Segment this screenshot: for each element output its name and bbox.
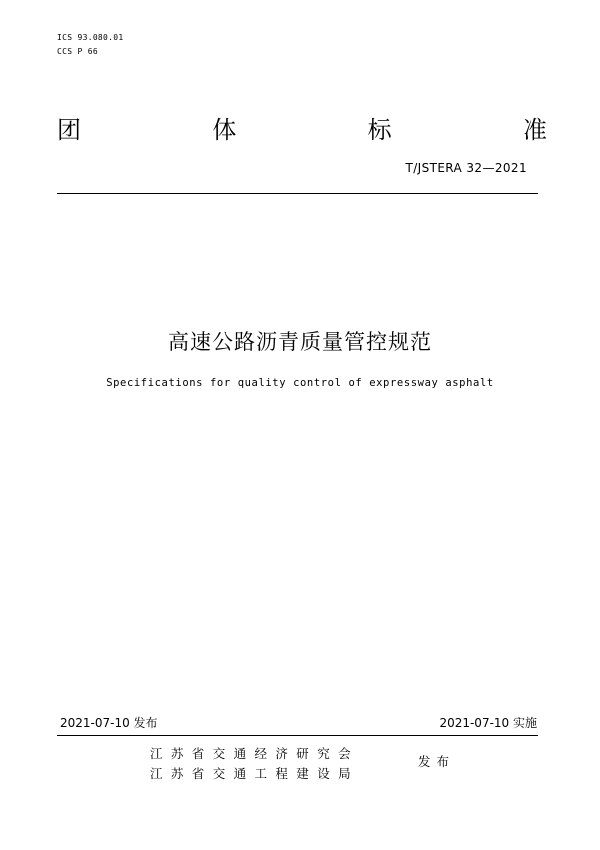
standard-type-char: 标: [367, 116, 392, 144]
implementation-date: 2021-07-10 实施: [439, 716, 537, 730]
classification-codes: [57, 31, 124, 59]
publish-label: 发布: [418, 754, 456, 769]
top-divider: [57, 193, 538, 194]
issuing-organizations: [150, 744, 359, 784]
ics-code: ICS 93.080.01: [57, 33, 124, 42]
standard-type-heading: [57, 112, 547, 148]
title-chinese: 高速公路沥青质量管控规范: [168, 330, 432, 354]
issuing-organization: 江苏省交通工程建设局: [150, 766, 360, 781]
standard-type-char: 体: [212, 116, 237, 144]
bottom-divider: [57, 735, 538, 736]
title-english: Specifications for quality control of expressway asphalt: [106, 377, 494, 389]
issue-date: 2021-07-10 发布: [60, 716, 158, 730]
standard-type-char: 团: [57, 116, 81, 144]
standard-number: T/JSTERA 32—2021: [405, 161, 527, 175]
ccs-code: CCS P 66: [57, 47, 98, 56]
standard-type-char: 准: [522, 116, 547, 144]
issuing-organization: 江苏省交通经济研究会: [150, 746, 360, 761]
